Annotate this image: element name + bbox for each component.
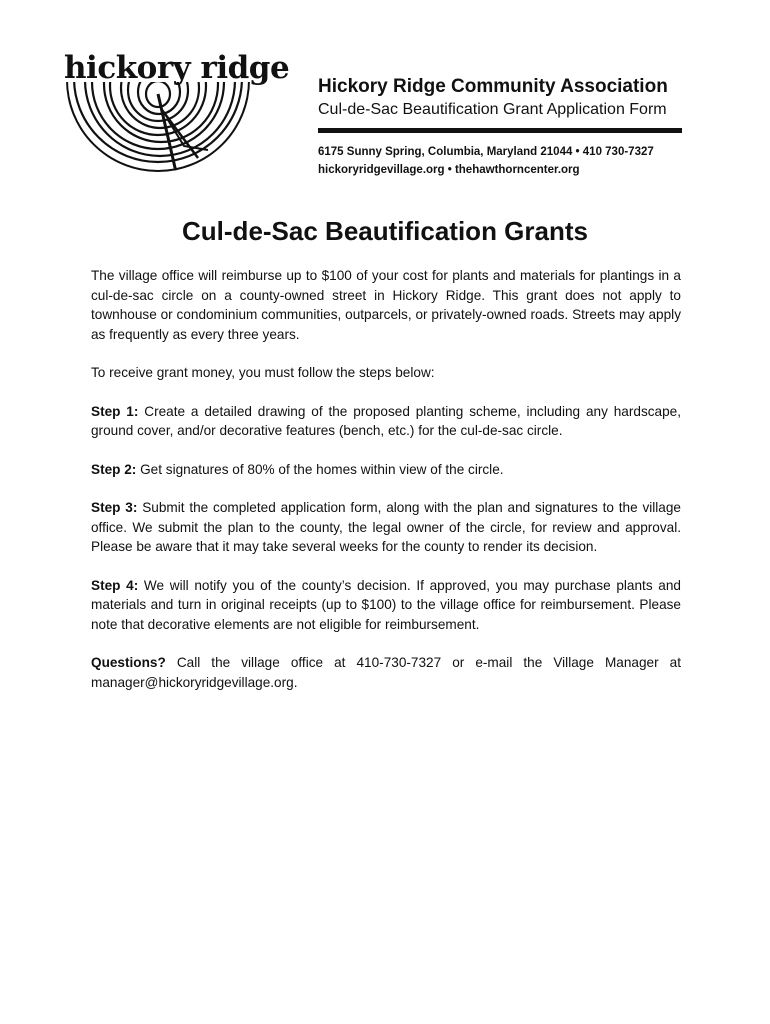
logo-wordmark: hickory ridge <box>64 50 290 86</box>
questions-paragraph <box>91 653 681 692</box>
step-2-paragraph <box>91 460 681 480</box>
step-4-text: We will notify you of the county’s decision. If approved, you may purchase plants and materials and turn in original receipts (up to $100) to the village office for reimbursement. Please note that decorative elements are not eligible for reimbursement. <box>91 577 681 632</box>
document-body <box>91 266 681 711</box>
step-3-label: Step 3: <box>91 500 138 515</box>
header-divider <box>318 128 682 133</box>
step-4-label: Step 4: <box>91 577 139 593</box>
step-1-label: Step 1: <box>91 403 139 419</box>
step-2-text: Get signatures of 80% of the homes within view of the circle. <box>136 461 504 477</box>
form-name: Cul-de-Sac Beautification Grant Application Form <box>318 101 667 118</box>
step-4-paragraph <box>91 576 681 635</box>
page-title: Cul-de-Sac Beautification Grants <box>182 216 588 246</box>
contact-address: 6175 Sunny Spring, Columbia, Maryland 21044 • 410 730-7327 <box>318 146 654 158</box>
organization-name: Hickory Ridge Community Association <box>318 76 668 97</box>
step-1-paragraph <box>91 402 681 441</box>
intro-paragraph: The village office will reimburse up to $100 of your cost for plants and materials for plantings in a cul-de-sac circle on a county-owned street in Hickory Ridge. This grant does not apply to townhouse or condominium communities, outparcels, or privately-owned roads. Streets may apply as frequently as every three years. <box>91 268 681 342</box>
questions-label: Questions? <box>91 655 166 670</box>
questions-text: Call the village office at 410-730-7327 or e-mail the Village Manager at manager@hickoryridgevillage.org. <box>91 655 681 690</box>
step-1-text: Create a detailed drawing of the proposed planting scheme, including any hardscape, ground cover, and/or decorative features (bench, etc.) for the cul-de-sac circle. <box>91 403 681 438</box>
hickory-ridge-logo <box>58 50 290 180</box>
step-3-text: Submit the completed application form, along with the plan and signatures to the village office. We submit the plan to the county, the legal owner of the circle, for review and approval. Please be aware that it may take several weeks for the county to render its decision. <box>91 500 681 554</box>
contact-websites: hickoryridgevillage.org • thehawthorncenter.org <box>318 164 580 176</box>
step-2-label: Step 2: <box>91 461 137 477</box>
steps-intro-paragraph: To receive grant money, you must follow the steps below: <box>91 365 435 380</box>
step-3-paragraph <box>91 498 681 557</box>
